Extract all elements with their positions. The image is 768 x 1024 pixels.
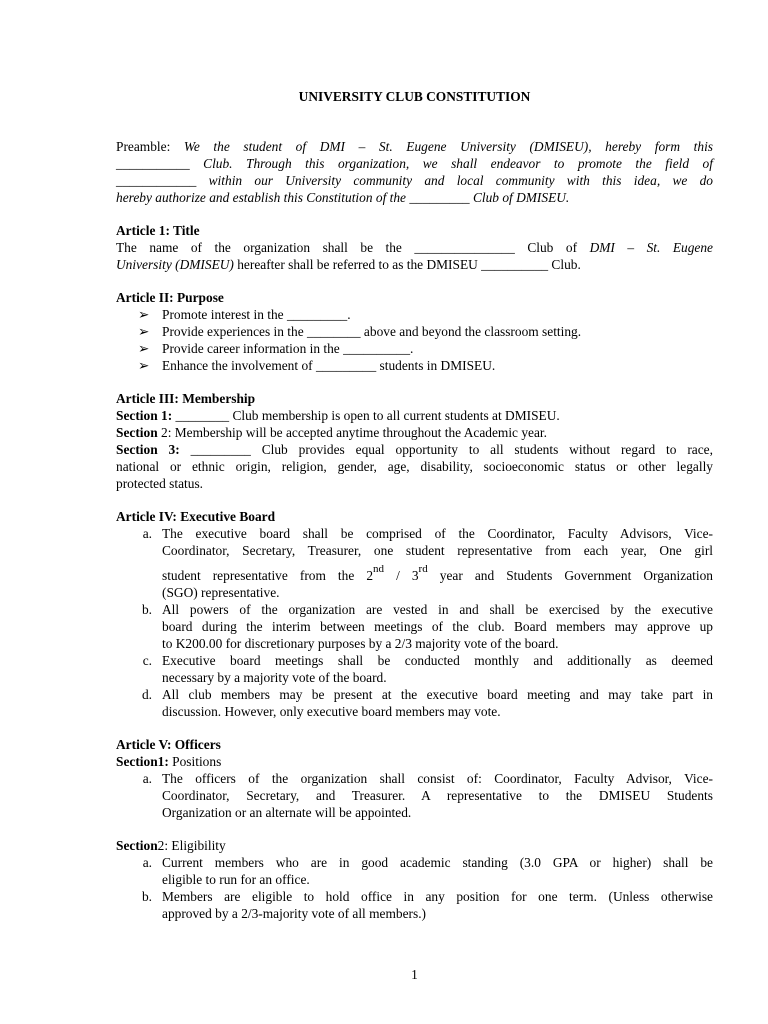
eligibility-item-a-line-1: Current members who are in good academic standing (3.0 GPA or higher) shall be — [162, 855, 713, 870]
officers-item-a-line-2: Coordinator, Secretary, and Treasurer. A representative to the DMISEU Students — [162, 788, 713, 803]
page-number: 1 — [411, 967, 418, 982]
membership-section-3-line-1: Section 3: _________ Club provides equal opportunity to all students without regard to race, — [116, 442, 713, 457]
board-item-b-line-1: All powers of the organization are vested in and shall be exercised by the executive — [162, 602, 713, 617]
board-item-c-line-2: necessary by a majority vote of the board. — [162, 670, 387, 685]
officers-item-a-line-1: The officers of the organization shall consist of: Coordinator, Faculty Advisor, Vice- — [162, 771, 713, 786]
membership-section-2: Section 2: Membership will be accepted anytime throughout the Academic year. — [116, 425, 547, 440]
board-item-a-line-4: (SGO) representative. — [162, 585, 280, 600]
officers-section-2: Section2: Eligibility — [116, 838, 226, 853]
eligibility-item-b-line-1: Members are eligible to hold office in any position for one term. (Unless otherwise — [162, 889, 713, 904]
list-marker: a. — [142, 855, 152, 870]
board-item-c-line-1: Executive board meetings shall be conducted monthly and additionally as deemed — [162, 653, 713, 668]
article-4-heading: Article IV: Executive Board — [116, 509, 276, 524]
preamble-line-1: Preamble: We the student of DMI – St. Eugene University (DMISEU), hereby form this — [116, 139, 713, 154]
arrow-bullet-icon: ➢ — [138, 307, 150, 322]
membership-section-3-line-3: protected status. — [116, 476, 204, 491]
article-1-line-2: University (DMISEU) hereafter shall be referred to as the DMISEU __________ Club. — [116, 257, 581, 272]
document-title: UNIVERSITY CLUB CONSTITUTION — [298, 89, 531, 104]
officers-section-1: Section1: Positions — [116, 754, 222, 769]
article-1-line-1: The name of the organization shall be the _______________ Club of DMI – St. Eugene — [116, 240, 713, 255]
article-3-heading: Article III: Membership — [116, 391, 256, 406]
arrow-bullet-icon: ➢ — [138, 341, 150, 356]
list-marker: b. — [141, 602, 152, 617]
board-item-a-line-3: student representative from the 2nd / 3rd year and Students Government Organization — [162, 563, 713, 583]
list-marker: d. — [141, 687, 152, 702]
preamble-line-2: ___________ Club. Through this organization, we shall endeavor to promote the field of — [116, 156, 713, 171]
membership-section-3-line-2: national or ethnic origin, religion, gender, age, disability, socioeconomic status or other legally — [116, 459, 713, 474]
arrow-bullet-icon: ➢ — [138, 324, 150, 339]
list-marker: a. — [142, 771, 152, 786]
board-item-b-line-2: board during the interim between meetings of the club. Board members may approve up — [162, 619, 713, 634]
list-marker: a. — [142, 526, 152, 541]
board-item-a-line-2: Coordinator, Secretary, Treasurer, one student representative from each year, One girl — [162, 543, 713, 558]
board-item-a-line-1: The executive board shall be comprised of the Coordinator, Faculty Advisors, Vice- — [162, 526, 713, 541]
article-1-heading: Article 1: Title — [116, 223, 200, 238]
arrow-bullet-icon: ➢ — [138, 358, 150, 373]
preamble-line-4: hereby authorize and establish this Constitution of the _________ Club of DMISEU. — [116, 190, 570, 205]
article-2-heading: Article II: Purpose — [116, 290, 224, 305]
list-marker: b. — [141, 889, 152, 904]
membership-section-1: Section 1: ________ Club membership is open to all current students at DMISEU. — [116, 408, 560, 423]
board-item-d-line-1: All club members may be present at the executive board meeting and may take part in — [162, 687, 713, 702]
officers-item-a-line-3: Organization or an alternate will be appointed. — [162, 805, 412, 820]
article-5-heading: Article V: Officers — [116, 737, 221, 752]
board-item-d-line-2: discussion. However, only executive board members may vote. — [162, 704, 501, 719]
eligibility-item-b-line-2: approved by a 2/3-majority vote of all members.) — [162, 906, 427, 921]
eligibility-item-a-line-2: eligible to run for an office. — [162, 872, 310, 887]
preamble-label: Preamble: — [116, 139, 171, 154]
board-item-b-line-3: to K200.00 for discretionary purposes by a 2/3 majority vote of the board. — [162, 636, 559, 651]
preamble-line-3: ____________ within our University community and local community with this idea, we do — [116, 173, 713, 188]
list-marker: c. — [142, 653, 152, 668]
